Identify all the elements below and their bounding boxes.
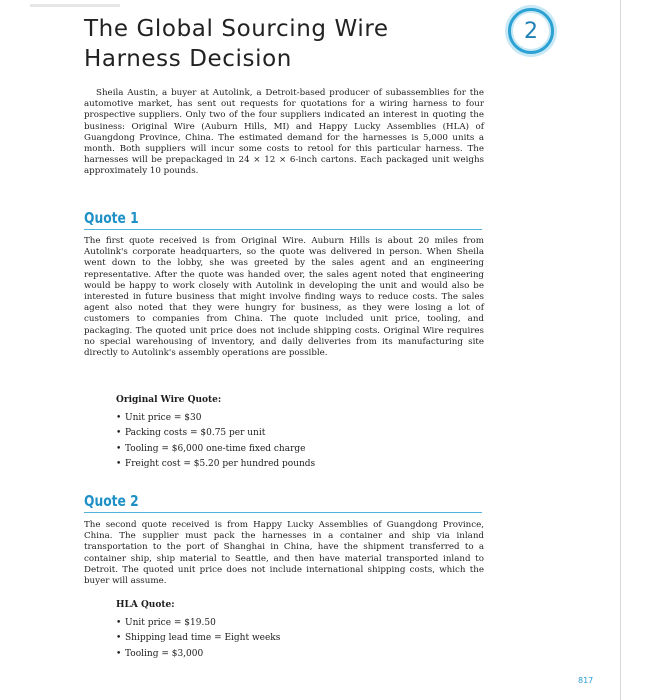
title-line-2: Harness Decision [84, 46, 292, 72]
list-item: • Shipping lead time = Eight weeks [116, 631, 416, 647]
list-item: • Freight cost = $5.20 per hundred pounds [116, 457, 416, 473]
quote-1-heading-text: Quote 1 [84, 209, 139, 227]
list-item: • Unit price = $30 [116, 411, 416, 427]
original-wire-quote-label: Original Wire Quote: [116, 395, 222, 405]
quote-2-paragraph: The second quote received is from Happy Lucky Assemblies of Guangdong Province, China. The supplier must pack the harnesses in a container and ship via inland transportation to the port of Shanghai in China, have the shipment transferred to a container ship, ship material to Seattle, and then have material transported inland to Detroit. The quoted unit price does not include international shipping costs, which the buyer will assume. [84, 520, 484, 587]
quote-1-paragraph: The first quote received is from Original Wire. Auburn Hills is about 20 miles from Autolink's corporate headquarters, so the quote was delivered in person. When Sheila went down to the lobby, she was greeted by the sales agent and an engineering representative. After the quote was handed over, the sales agent noted that engineering would be happy to work closely with Autolink in developing the unit and would also be interested in future business that might involve finding ways to reduce costs. The sales agent also noted that they were hungry for business, as they were losing a lot of customers to companies from China. The quote included unit price, tooling, and packaging. The quoted unit price does not include shipping costs. Original Wire requires no special warehousing of inventory, and daily deliveries from its manufacturing site directly to Autolink's assembly operations are possible. [84, 236, 484, 359]
quote-2-heading [84, 492, 482, 513]
hla-quote-label: HLA Quote: [116, 600, 175, 610]
list-item: • Tooling = $6,000 one-time fixed charge [116, 442, 416, 458]
quote-1-heading [84, 209, 482, 230]
original-wire-quote-list [116, 411, 416, 473]
list-item: • Unit price = $19.50 [116, 616, 416, 632]
page-title [84, 14, 464, 74]
quote-2-heading-text: Quote 2 [84, 492, 139, 510]
page-number: 817 [578, 676, 594, 685]
original-wire-quote-box [116, 393, 416, 473]
intro-paragraph: Sheila Austin, a buyer at Autolink, a Detroit-based producer of subassemblies for the automotive market, has sent out requests for quotations for a wiring harness to four prospective suppliers. Only two of the four suppliers indicated an interest in quoting the business: Original Wire (Auburn Hills, MI) and Happy Lucky Assemblies (HLA) of Guangdong Province, China. The estimated demand for the harnesses is 5,000 units a month. Both suppliers will incur some costs to retool for this particular harness. The harnesses will be prepackaged in 24 × 12 × 6-inch cartons. Each packaged unit weighs approximately 10 pounds. [84, 88, 484, 177]
title-line-1: The Global Sourcing Wire [84, 16, 389, 42]
list-item: • Tooling = $3,000 [116, 647, 416, 663]
hla-quote-list [116, 616, 416, 663]
hla-quote-box [116, 598, 416, 662]
list-item: • Packing costs = $0.75 per unit [116, 426, 416, 442]
chapter-number-badge: 2 [508, 8, 554, 54]
